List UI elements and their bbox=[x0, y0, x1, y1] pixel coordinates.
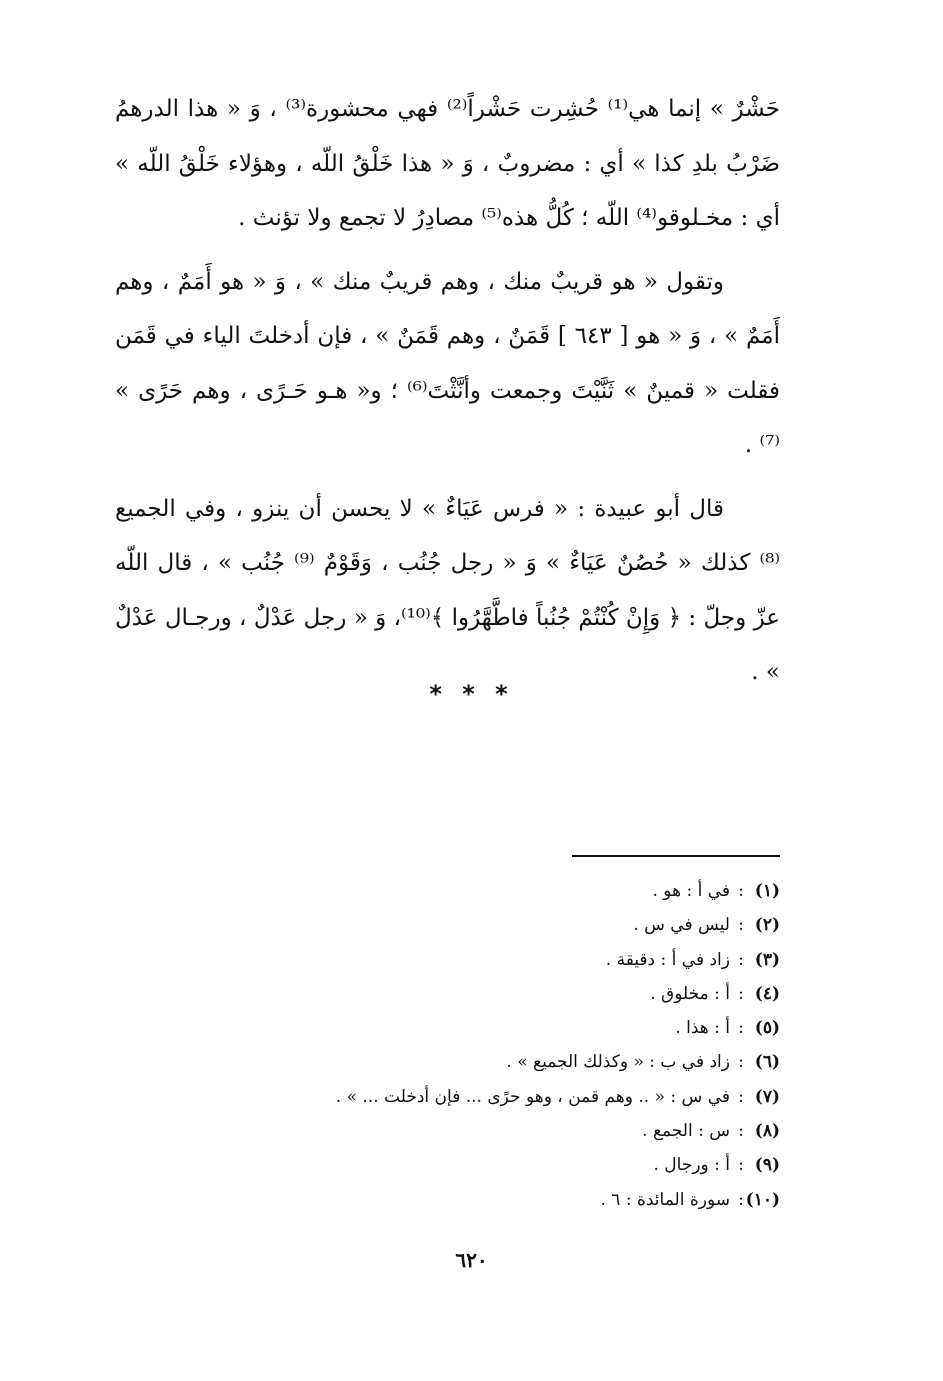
footnote-text: زاد في أ : دقيقة . bbox=[605, 949, 730, 970]
footnote-item bbox=[160, 915, 780, 949]
footnote-number: (٥) bbox=[754, 1018, 780, 1039]
footnote-colon: : bbox=[738, 1121, 744, 1142]
footnote-number: (٧) bbox=[754, 1086, 780, 1107]
footnote-item bbox=[160, 1155, 780, 1189]
footnote-number: (٨) bbox=[754, 1121, 780, 1142]
page-number: ٦٢٠ bbox=[455, 1248, 488, 1272]
footnote-text: في س : « .. وهم قمن ، وهو حرًى ... فإن أدخلت ... » . bbox=[335, 1086, 730, 1107]
footnote-colon: : bbox=[738, 881, 744, 901]
footnote-text: في أ : هو . bbox=[652, 881, 730, 901]
footnote-colon: : bbox=[738, 915, 744, 936]
footnote-number: (٣) bbox=[754, 949, 780, 970]
footnote-item bbox=[160, 1087, 780, 1121]
footnote-item bbox=[160, 1190, 780, 1224]
footnote-number: (٢) bbox=[754, 915, 780, 936]
footnote-text: أ : هذا . bbox=[675, 1018, 730, 1039]
paragraph-3: قال أبو عبيدة : « فرس عَيَاءٌ » لا يحسن أن ينزو ، وفي الجميع ⁽⁸⁾ كذلك « حُصُنٌ عَيَاءٌ » وَ « رجل جُنُب ، وَقَوْمٌ ⁽⁹⁾ جُنُب » ، قال اللّه عزّ وجلّ : ﴿ وَإِنْ كُنْتُمْ جُنُباً فاطَّهَّرُوا ﴾⁽¹⁰⁾، وَ « رجل عَدْلٌ ، ورجـال عَدْلٌ » . bbox=[115, 495, 781, 685]
footnote-number: (٦) bbox=[754, 1052, 780, 1073]
footnote-colon: : bbox=[738, 1155, 744, 1176]
footnote-colon: : bbox=[738, 1052, 744, 1073]
footnote-text: س : الجمع . bbox=[642, 1121, 730, 1142]
footnote-colon: : bbox=[738, 1086, 744, 1107]
footnote-divider bbox=[572, 855, 780, 857]
footnote-colon: : bbox=[738, 983, 744, 1004]
footnote-text: أ : مخلوق . bbox=[650, 983, 730, 1004]
footnote-item bbox=[160, 881, 780, 915]
section-separator: * * * bbox=[429, 680, 514, 708]
footnote-number: (٩) bbox=[754, 1155, 780, 1176]
footnote-item bbox=[160, 1121, 780, 1155]
footnote-item bbox=[160, 1052, 780, 1086]
footnote-number: (١٠) bbox=[745, 1189, 780, 1210]
footnote-text: زاد في ب : « وكذلك الجميع » . bbox=[506, 1052, 730, 1073]
footnote-colon: : bbox=[738, 1018, 744, 1039]
footnotes-list bbox=[160, 881, 780, 1224]
footnote-item bbox=[160, 950, 780, 984]
footnote-number: (١) bbox=[754, 881, 780, 901]
paragraph-2: وتقول « هو قريبٌ منك ، وهم قريبٌ منك » ، وَ « هو أَمَمٌ ، وهم أَمَمٌ » ، وَ « هو [ ٦٤٣ ] قَمَنٌ ، وهم قَمَنٌ » ، فإن أدخلتَ الياء في قَمَن فقلت « قمينٌ » ثَنَّيْتَ وجمعت وأنَّثْتَ⁽⁶⁾ ؛ و« هـو حَـرًى ، وهم حَرًى » ⁽⁷⁾ . bbox=[115, 268, 780, 458]
main-text bbox=[115, 82, 780, 700]
paragraph-1: حَشْرٌ » إنما هي⁽¹⁾ حُشِرت حَشْراً⁽²⁾ فهي محشورة⁽³⁾ ، وَ « هذا الدرهمُ ضَرْبُ بلدِ كذا » أي : مضروبٌ ، وَ « هذا خَلْقُ اللّه ، وهؤلاء خَلْقُ اللّه » أي : مخـلوقو⁽⁴⁾ اللّه ؛ كُلُّ هذه⁽⁵⁾ مصادِرُ لا تجمع ولا تؤنث . bbox=[115, 96, 780, 231]
footnote-number: (٤) bbox=[754, 983, 780, 1004]
footnote-text: ليس في س . bbox=[633, 915, 730, 936]
footnote-item bbox=[160, 1018, 780, 1052]
footnote-colon: : bbox=[738, 949, 744, 970]
footnote-text: سورة المائدة : ٦ . bbox=[600, 1189, 730, 1210]
footnote-text: أ : ورجال . bbox=[653, 1155, 730, 1176]
footnote-item bbox=[160, 984, 780, 1018]
footnote-colon: : bbox=[738, 1189, 744, 1210]
